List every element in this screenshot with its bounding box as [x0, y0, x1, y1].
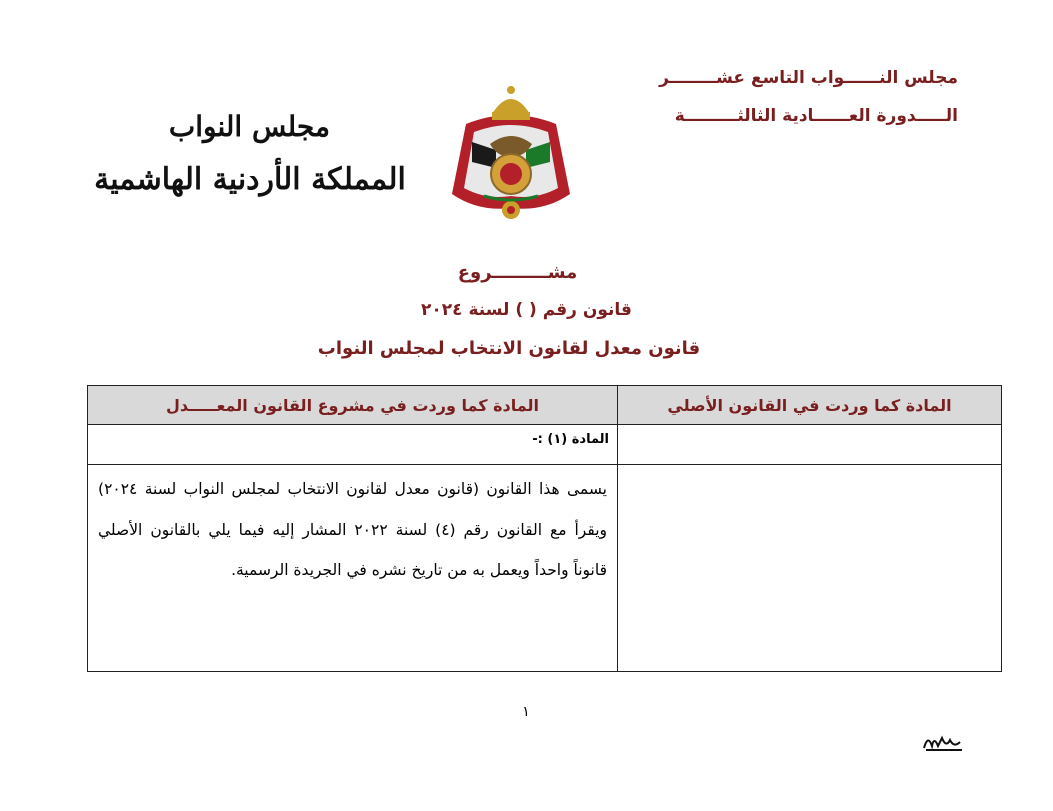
- calligraphy-kingdom: المملكة الأردنية الهاشمية: [94, 162, 406, 197]
- article-label: المادة (١) :-: [88, 425, 618, 465]
- original-article-text-cell: [618, 465, 1002, 672]
- calligraphy-council: مجلس النواب: [168, 110, 330, 143]
- title-draft: مشـــــــــروع: [457, 262, 578, 283]
- header-original-law: المادة كما وردت في القانون الأصلي: [618, 386, 1002, 425]
- article-text: يسمى هذا القانون (قانون معدل لقانون الانتخاب لمجلس النواب لسنة ٢٠٢٤) ويقرأ مع القانون رقم (٤) لسنة ٢٠٢٢ المشار إليه فيما يلي بالقانون الأصلي قانوناً واحداً ويعمل به من تاريخ نشره في الجريدة الرسمية.: [88, 465, 618, 672]
- table-row: [88, 465, 1002, 672]
- title-subject: قانون معدل لقانون الانتخاب لمجلس النواب: [317, 338, 701, 359]
- council-name: مجلس النــــــواب التاسع عشــــــــر: [659, 68, 958, 88]
- comparison-table: [87, 385, 1002, 672]
- signature-icon: [920, 728, 966, 754]
- coat-of-arms-icon: [444, 84, 578, 226]
- session-name: الـــــدورة العــــــادية الثالثـــــــــة: [674, 106, 958, 126]
- header-amended-law: المادة كما وردت في مشروع القانون المعـــــدل: [88, 386, 618, 425]
- table-row: [88, 425, 1002, 465]
- original-article-label-cell: [618, 425, 1002, 465]
- title-law-number: قانون رقم ( ) لسنة ٢٠٢٤: [421, 300, 632, 320]
- table-header-row: [88, 386, 1002, 425]
- page-number: ١: [522, 704, 530, 720]
